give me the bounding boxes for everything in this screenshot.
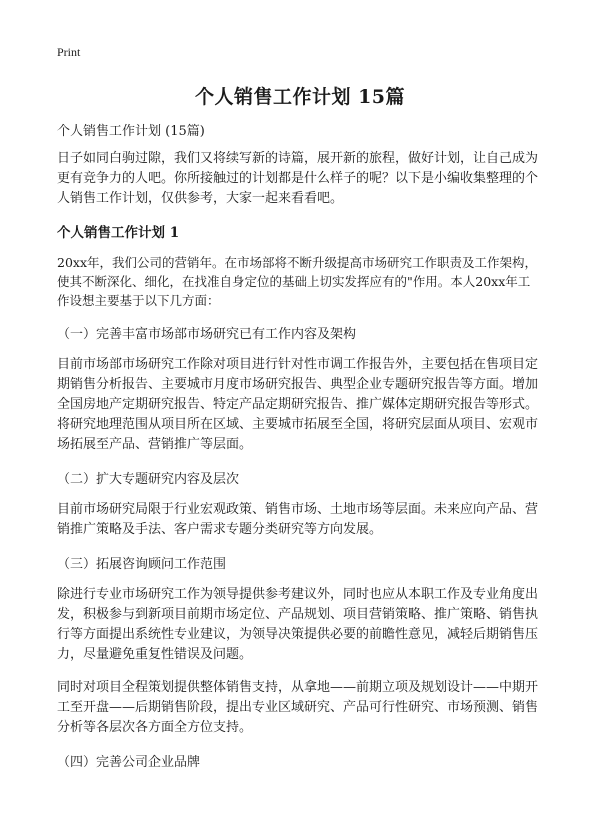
document-body [57,120,542,783]
paragraph-3b: 同时对项目全程策划提供整体销售支持，从拿地——前期立项及规划设计——中期开工至开盘——后期销售阶段，提出专业区域研究、产品可行性研究、市场预测、销售分析等各层次各方面全方位支持。 [57,680,539,735]
paragraph-3a: 除进行专业市场研究工作为领导提供参考建议外，同时也应从本职工作及专业角度出发，积极参与到新项目前期市场定位、产品规划、项目营销策略、推广策略、销售执行等方面提出系统性专业建议，为领导决策提供必要的前瞻性意见，减轻后期销售压力，尽量避免重复性错误及问题。 [57,587,539,662]
subheading-2: （二）扩大专题研究内容及层次 [57,472,240,487]
print-label[interactable]: Print [57,45,81,59]
subheading-4: （四）完善公司企业品牌 [57,755,201,770]
section-heading-1: 个人销售工作计划 1 [57,225,180,241]
paragraph-2: 目前市场研究局限于行业宏观政策、销售市场、土地市场等层面。未来应向产品、营销推广策略及手法、客户需求专题分类研究等方向发展。 [57,502,539,537]
paragraph-1: 目前市场部市场研究工作除对项目进行针对性市调工作报告外，主要包括在售项目定期销售分析报告、主要城市月度市场研究报告、典型企业专题研究报告等方面。增加全国房地产定期研究报告、特定产品定期研究报告、推广媒体定期研究报告等形式。将研究地理范围从项目所在区域、主要城市拓展至全国，将研究层面从项目、宏观市场拓展至产品、营销推广等层面。 [57,357,539,452]
document-subtitle: 个人销售工作计划 (15篇) [57,124,205,139]
section1-paragraph: 20xx年，我们公司的营销年。在市场部将不断升级提高市场研究工作职责及工作架构，使其不断深化、细化，在找准自身定位的基础上切实发挥应有的"作用。本人20xx年工作设想主要基于以下几方面： [57,255,538,308]
subheading-1: （一）完善丰富市场部市场研究已有工作内容及架构 [57,327,357,342]
intro-paragraph: 日子如同白驹过隙，我们又将续写新的诗篇，展开新的旅程，做好计划，让自己成为更有竞争力的人吧。你所接触过的计划都是什么样子的呢？以下是小编收集整理的个人销售工作计划，仅供参考，大家一起来看看吧。 [57,151,539,206]
document-title: 个人销售工作计划 15篇 [194,86,406,108]
subheading-3: （三）拓展咨询顾问工作范围 [57,557,227,572]
